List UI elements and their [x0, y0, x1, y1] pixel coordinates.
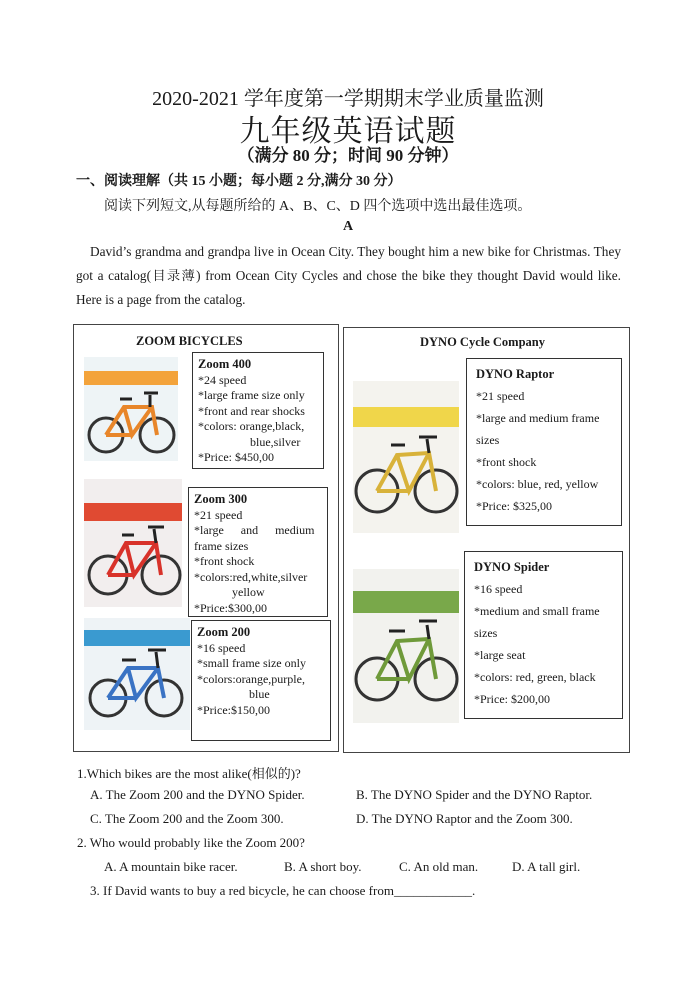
- zoom-400-spec-box: [192, 352, 324, 469]
- spec-line: *medium and small frame: [474, 604, 600, 618]
- spec-line: *large and medium: [194, 523, 315, 537]
- spec-line: blue,silver: [250, 434, 301, 449]
- bike-name: DYNO Spider: [474, 560, 550, 574]
- spec-line: sizes: [476, 433, 500, 447]
- question-2: 2. Who would probably like the Zoom 200?: [77, 835, 305, 850]
- question-1: 1.Which bikes are the most alike(相似的)?: [77, 766, 301, 781]
- bike-name: Zoom 300: [194, 492, 248, 506]
- question-2-option-d[interactable]: D. A tall girl.: [512, 859, 581, 874]
- section-instruction: 阅读下列短文,从每题所给的 A、B、C、D 四个选项中选出最佳选项。: [104, 199, 532, 214]
- spec-line: *large frame size only: [198, 388, 305, 402]
- exam-title: 2020-2021 学年度第一学期期末学业质量监测: [152, 88, 544, 110]
- dyno-raptor-photo: [353, 381, 459, 533]
- question-1-option-a[interactable]: A. The Zoom 200 and the DYNO Spider.: [90, 787, 305, 802]
- spec-line: blue: [249, 687, 270, 701]
- dyno-spider-photo: [353, 569, 459, 723]
- spec-line: *colors:red,white,silver: [194, 569, 308, 584]
- spec-line: *21 speed: [476, 389, 525, 403]
- spec-line: *colors: red, green, black: [474, 670, 596, 684]
- spec-line: *large seat: [474, 648, 526, 662]
- zoom-catalog-panel: [73, 324, 339, 752]
- passage-label: A: [342, 219, 354, 234]
- spec-line: *colors: orange,black,: [198, 419, 305, 433]
- spec-line: *colors: blue, red, yellow: [476, 477, 599, 491]
- spec-line: *24 speed: [198, 372, 247, 387]
- spec-line: yellow: [232, 585, 265, 599]
- question-2-option-c[interactable]: C. An old man.: [399, 859, 479, 874]
- question-1-option-c[interactable]: C. The Zoom 200 and the Zoom 300.: [90, 811, 284, 826]
- spec-line: *16 speed: [197, 640, 246, 655]
- exam-score-time: （满分 80 分；时间 90 分钟）: [237, 146, 459, 165]
- question-2-option-a[interactable]: A. A mountain bike racer.: [104, 859, 238, 874]
- zoom-300-photo: [84, 479, 182, 607]
- spec-line: *front and rear shocks: [198, 403, 305, 418]
- question-3: 3. If David wants to buy a red bicycle, he can choose from____________.: [90, 883, 476, 898]
- dyno-catalog-panel: [343, 327, 630, 753]
- zoom-catalog-title: ZOOM BICYCLES: [136, 334, 243, 348]
- spec-line: *front shock: [194, 554, 255, 568]
- spec-line: *Price: $200,00: [474, 692, 550, 706]
- spec-line: *16 speed: [474, 582, 523, 596]
- spec-line: *Price:$150,00: [197, 702, 270, 717]
- question-1-option-d[interactable]: D. The DYNO Raptor and the Zoom 300.: [356, 811, 573, 826]
- question-1-option-b[interactable]: B. The DYNO Spider and the DYNO Raptor.: [356, 787, 593, 802]
- spec-line: *Price:$300,00: [194, 600, 267, 615]
- spec-line: *colors:orange,purple,: [197, 671, 305, 686]
- bike-name: Zoom 400: [198, 357, 252, 371]
- zoom-300-spec-box: [188, 487, 328, 617]
- bike-name: DYNO Raptor: [476, 367, 555, 381]
- spec-line: *21 speed: [194, 507, 243, 522]
- spec-line: *Price: $325,00: [476, 499, 552, 513]
- dyno-spider-spec-box: [464, 551, 623, 719]
- dyno-catalog-title: DYNO Cycle Company: [420, 335, 545, 349]
- dyno-raptor-spec-box: [466, 358, 622, 526]
- spec-line: *small frame size only: [197, 656, 306, 670]
- spec-line: *front shock: [476, 455, 537, 469]
- question-2-option-b[interactable]: B. A short boy.: [284, 859, 362, 874]
- spec-line: *Price: $450,00: [198, 450, 274, 464]
- exam-subject-title: 九年级英语试题: [239, 115, 457, 148]
- section-heading: 一、阅读理解（共 15 小题；每小题 2 分,满分 30 分）: [76, 174, 402, 189]
- zoom-400-photo: [84, 357, 178, 461]
- spec-line: sizes: [474, 626, 498, 640]
- bike-name: Zoom 200: [197, 625, 251, 639]
- spec-line: frame sizes: [194, 538, 249, 553]
- zoom-200-photo: [84, 618, 190, 730]
- spec-line: *large and medium frame: [476, 411, 600, 425]
- reading-passage: David’s grandma and grandpa live in Ocean City. They bought him a new bike for Christmas. They got a catalog(目录薄) from Ocean City Cycles and chose the bike they thought David would like. Here is a page from the catalog.: [76, 244, 621, 307]
- zoom-200-spec-box: [191, 620, 331, 741]
